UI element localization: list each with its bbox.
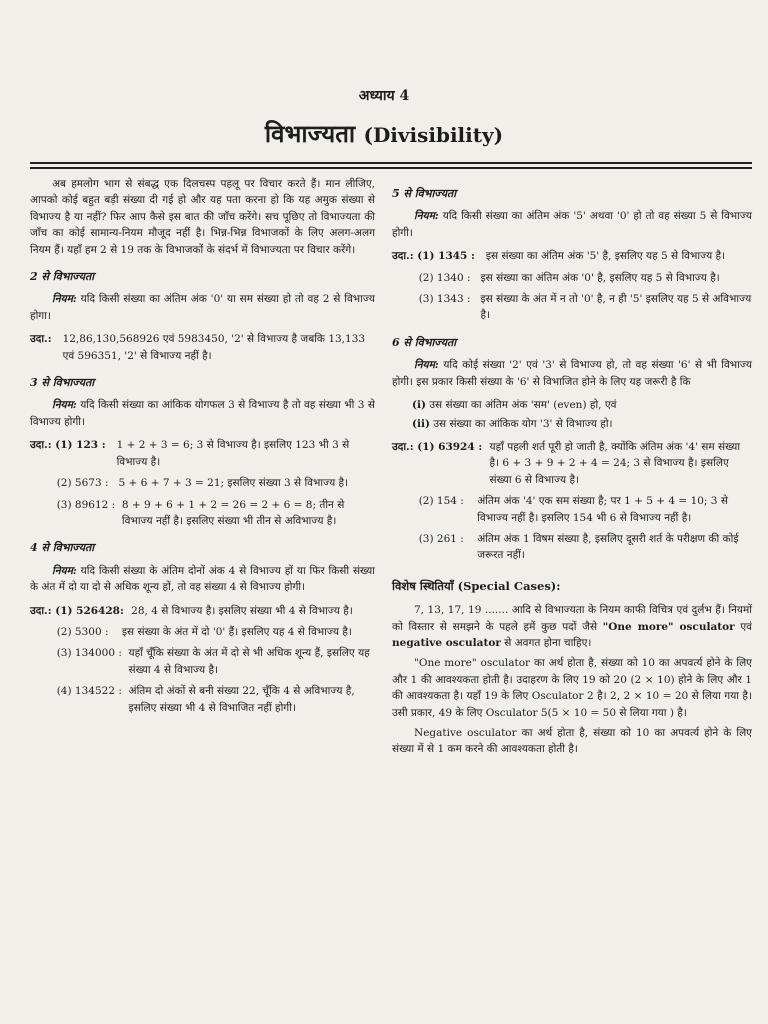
- example-number: उदा.: (1) 123 :: [30, 439, 117, 452]
- condition-2: [392, 416, 752, 432]
- example-text: 5 + 6 + 7 + 3 = 21; इसलिए संख्या 3 से विभाज्य है।: [118, 477, 349, 490]
- rule-label: नियम:: [52, 399, 77, 412]
- special-p1-c: एवं: [740, 620, 752, 633]
- example-number: उदा.: (1) 526428:: [30, 604, 132, 617]
- special-heading-english: (Special Cases):: [457, 578, 561, 593]
- example-text: इस संख्या का अंतिम अंक '0' है, इसलिए यह 5 से विभाज्य है।: [480, 271, 720, 284]
- condition-text: उस संख्या का अंतिम अंक 'सम' (even) हो, एवं: [425, 399, 617, 412]
- rule-5-text: यदि किसी संख्या का अंतिम अंक '5' अथवा '0' हो तो वह संख्या 5 से विभाज्य होगी।: [392, 210, 752, 239]
- rule-6: [392, 357, 752, 390]
- example-number: उदा.: (1) 63924 :: [392, 440, 490, 453]
- rule-3: [30, 397, 375, 430]
- section-heading-6: 6 से विभाज्यता: [392, 335, 457, 349]
- rule-4: [30, 563, 375, 596]
- example-number: (4) 134522 :: [30, 685, 129, 698]
- section-heading-3: 3 से विभाज्यता: [30, 376, 95, 390]
- example-number: (2) 154 :: [392, 495, 478, 508]
- example-4-4: [30, 683, 375, 716]
- example-5-2: [392, 270, 752, 286]
- rule-4-text: यदि किसी संख्या के अंतिम दोनों अंक 4 से विभाज्य हों या फिर किसी संख्या के अंत में दो या दो से अधिक शून्य हों, तो वह संख्या 4 से विभाज्य होगी।: [30, 564, 375, 594]
- rule-label: नियम:: [414, 210, 439, 223]
- example-number: (3) 261 :: [392, 532, 478, 545]
- example-5-3: [392, 291, 752, 324]
- condition-number: (i): [412, 399, 426, 412]
- example-text: यहाँ चूँकि संख्या के अंत में दो से भी अधिक शून्य हैं, इसलिए यह संख्या 4 से विभाज्य है।: [128, 647, 370, 676]
- intro-paragraph: अब हमलोग भाग से संबद्ध एक दिलचस्प पहलू पर विचार करते हैं। मान लीजिए, आपको कोई बहुत बड़ी संख्या दी गई हो और यह पता करना हो कि यह अमुक संख्या से विभाज्य है या नहीं? फिर आप कैसे इस बात की जाँच करेंगे। सच पूछिए तो विभाज्यता की जाँच का कोई सामान्य-नियम मौजूद नहीं है। भिन्न-भिन्न विभाजकों के लिए अलग-अलग नियम हैं। यहाँ हम 2 से 19 तक के विभाजकों के संदर्भ में विभाज्यता पर विचार करेंगे।: [30, 178, 375, 256]
- special-paragraph-3: Negative osculator का अर्थ होता है, संख्या को 10 का अपवर्त्य होने के लिए संख्या में से 1 कम करने की आवश्यकता होती है।: [392, 726, 752, 756]
- example-3-3: [30, 497, 375, 530]
- example-text: 1 + 2 + 3 = 6; 3 से विभाज्य है। इसलिए 123 भी 3 से विभाज्य है।: [116, 439, 350, 468]
- rule-3-text: यदि किसी संख्या का आंकिक योगफल 3 से विभाज्य है तो वह संख्या भी 3 से विभाज्य होगी।: [30, 399, 375, 428]
- title-rule-bottom: [30, 167, 752, 169]
- example-number: (2) 1340 :: [392, 271, 481, 284]
- condition-1: [392, 397, 752, 413]
- section-heading-5: 5 से विभाज्यता: [392, 187, 457, 200]
- section-heading-4: 4 से विभाज्यता: [30, 541, 95, 555]
- example-4-3: [30, 645, 375, 678]
- rule-6-text: यदि कोई संख्या '2' एवं '3' से विभाज्य हो, तो वह संख्या '6' से भी विभाज्य होगी। इस प्रकार किसी संख्या के '6' से विभाजित होने के लिए यह जरूरी है कि: [392, 359, 752, 388]
- condition-text: उस संख्या का आंकिक योग '3' से विभाज्य हो।: [429, 418, 613, 431]
- example-3-2: [30, 475, 375, 491]
- special-p1-b: "One more" osculator: [602, 620, 735, 633]
- example-number: (3) 134000 :: [30, 647, 129, 660]
- example-text: 12,86,130,568926 एवं 5983450, '2' से विभाज्य है जबकि 13,133 एवं 596351, '2' से विभाज्य नहीं है।: [62, 333, 366, 362]
- example-6-3: [392, 531, 752, 564]
- example-text: 28, 4 से विभाज्य है। इसलिए संख्या भी 4 से विभाज्य है।: [131, 604, 353, 617]
- special-cases-heading: [392, 578, 752, 594]
- rule-2-text: यदि किसी संख्या का अंतिम अंक '0' या सम संख्या हो तो वह 2 से विभाज्य होगा।: [30, 293, 375, 322]
- example-text: अंतिम अंक '4' एक सम संख्या है; पर 1 + 5 + 4 = 10; 3 से विभाज्य नहीं है। इसलिए 154 भी 6 से विभाज्य नहीं है।: [477, 495, 728, 524]
- rule-label: नियम:: [414, 359, 439, 372]
- chapter-number: अध्याय 4: [358, 88, 410, 104]
- example-2-1: [30, 331, 375, 364]
- title-rule-top: [30, 162, 752, 164]
- example-number: (2) 5673 :: [30, 477, 119, 490]
- example-4-1: [30, 603, 375, 619]
- rule-label: नियम:: [52, 293, 77, 306]
- example-6-1: [392, 439, 752, 488]
- special-paragraph-2: "One more" osculator का अर्थ होता है, संख्या को 10 का अपवर्त्य होने के लिए और 1 की आवश्यकता होती है। उदाहरण के लिए 19 को 20 (2 × 10) होने के लिए और 1 की आवश्यकता है। यहाँ 19 के लिए Osculator 2 है। 2, 2 × 10 = 20 से लिया गया है। उसी प्रकार, 49 के लिए Osculator 5(5 × 10 = 50 से लिया गया ) है।: [392, 657, 752, 719]
- example-6-2: [392, 493, 752, 526]
- page-title: [0, 117, 768, 150]
- rule-label: नियम:: [52, 564, 77, 577]
- example-text: यहाँ पहली शर्त पूरी हो जाती है, क्योंकि अंतिम अंक '4' सम संख्या है। 6 + 3 + 9 + 2 + 4 = 24; 3 से विभाज्य है। इसलिए संख्या 6 से विभाज्य है।: [489, 440, 741, 486]
- example-number: उदा.: (1) 1345 :: [392, 250, 486, 263]
- example-number: उदा.:: [30, 333, 63, 346]
- special-p1-e: से अवगत होना चाहिए।: [504, 636, 592, 649]
- example-number: (3) 89612 :: [30, 498, 122, 511]
- example-text: इस संख्या के अंत में न तो '0' है, न ही '5' इसलिए यह 5 से अविभाज्य है।: [480, 293, 752, 322]
- special-p1-a: 7, 13, 17, 19 ....... आदि से विभाज्यता के नियम काफी विचित्र एवं दुर्लभ हैं। नियमों को विस्तार से समझने के पहले हमें कुछ पदों जैसे: [392, 604, 752, 633]
- example-text: इस संख्या का अंतिम अंक '5' है, इसलिए यह 5 से विभाज्य है।: [485, 250, 726, 263]
- special-paragraph-1: [392, 602, 752, 651]
- rule-2: [30, 291, 375, 324]
- example-text: इस संख्या के अंत में दो '0' हैं। इसलिए यह 4 से विभाज्य है।: [121, 625, 352, 638]
- example-number: (3) 1343 :: [392, 293, 481, 306]
- title-hindi: विभाज्यता: [264, 119, 356, 148]
- condition-number: (ii): [412, 418, 430, 431]
- title-english: (Divisibility): [363, 123, 504, 147]
- example-4-2: [30, 624, 375, 640]
- example-text: अंतिम अंक 1 विषम संख्या है, इसलिए दूसरी शर्त के परीक्षण की कोई जरूरत नहीं।: [477, 532, 739, 562]
- special-p1-d: negative osculator: [392, 636, 501, 649]
- example-text: अंतिम दो अंकों से बनी संख्या 22, चूँकि 4 से अविभाज्य है, इसलिए संख्या भी 4 से विभाजित नहीं होगी।: [128, 685, 355, 714]
- section-heading-2: 2 से विभाज्यता: [30, 270, 95, 284]
- special-heading-hindi: विशेष स्थितियाँ: [392, 578, 454, 593]
- example-3-1: [30, 437, 375, 470]
- example-number: (2) 5300 :: [30, 625, 122, 638]
- example-text: 8 + 9 + 6 + 1 + 2 = 26 = 2 + 6 = 8; तीन से विभाज्य नहीं है। इसलिए संख्या भी तीन से अविभाज्य है।: [121, 498, 345, 527]
- left-column: [30, 176, 375, 721]
- example-5-1: [392, 248, 752, 264]
- right-column: [392, 186, 752, 762]
- rule-5: [392, 208, 752, 241]
